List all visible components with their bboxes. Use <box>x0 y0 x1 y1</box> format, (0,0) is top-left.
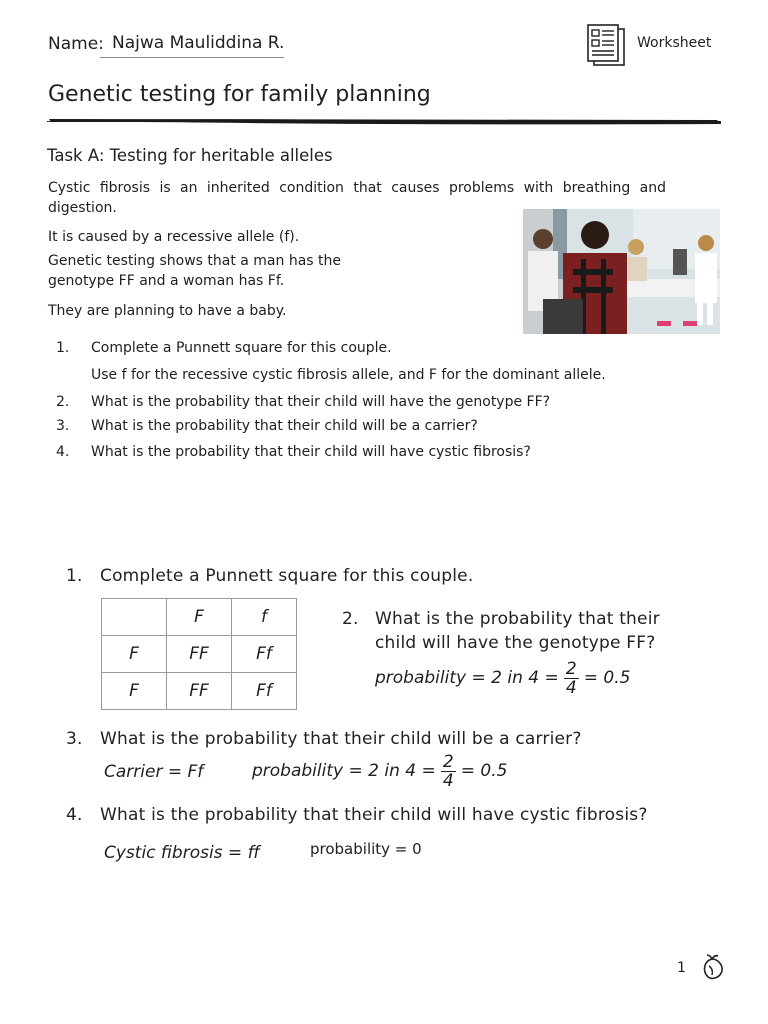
fraction-numerator: 2 <box>442 752 454 772</box>
question-subtext: Use f for the recessive cystic fibrosis allele, and F for the dominant allele. <box>91 367 606 383</box>
question-number: 1. <box>56 340 70 356</box>
answer-q1-number: 1. <box>66 566 83 586</box>
question-number: 2. <box>56 394 70 410</box>
paragraph-baby: They are planning to have a baby. <box>48 303 287 319</box>
answer-q2-probability[interactable] <box>375 660 630 697</box>
answer-q2-line2: child will have the genotype FF? <box>375 633 656 653</box>
cystic-fibrosis-genotype[interactable]: Cystic fibrosis = ff <box>104 843 260 863</box>
consultation-photo <box>523 209 720 334</box>
task-heading: Task A: Testing for heritable alleles <box>47 146 333 165</box>
probability-expression: probability = 2 in 4 = <box>375 668 559 688</box>
punnett-cell[interactable] <box>102 599 167 636</box>
answer-q4-probability[interactable]: probability = 0 <box>310 840 422 858</box>
fraction-numerator: 2 <box>565 659 577 679</box>
fraction <box>441 753 456 790</box>
answer-q3-text: What is the probability that their child will be a carrier? <box>100 729 582 749</box>
name-label: Name: <box>48 34 104 54</box>
carrier-genotype[interactable]: Carrier = Ff <box>104 762 204 782</box>
question-text: What is the probability that their child will be a carrier? <box>91 418 478 434</box>
punnett-cell[interactable]: Ff <box>232 673 297 710</box>
punnett-square <box>101 598 297 710</box>
name-underline <box>100 57 284 58</box>
page-number: 1 <box>677 960 686 976</box>
answer-q2-number: 2. <box>342 609 359 629</box>
question-number: 4. <box>56 444 70 460</box>
punnett-cell[interactable]: FF <box>167 636 232 673</box>
punnett-cell[interactable]: F <box>102 673 167 710</box>
punnett-cell[interactable]: F <box>167 599 232 636</box>
paragraph-intro: Cystic fibrosis is an inherited condition that causes problems with breathing and digestion. <box>48 180 666 216</box>
answer-q2-line1: What is the probability that their <box>375 609 660 629</box>
probability-result: = 0.5 <box>583 668 631 688</box>
answer-q4-number: 4. <box>66 805 83 825</box>
paragraph-genotypes: Genetic testing shows that a man has the genotype FF and a woman has Ff. <box>48 253 342 289</box>
punnett-cell[interactable]: f <box>232 599 297 636</box>
answer-q4-text: What is the probability that their child will have cystic fibrosis? <box>100 805 648 825</box>
probability-result: = 0.5 <box>460 761 508 781</box>
question-text: What is the probability that their child will have the genotype FF? <box>91 394 551 410</box>
fraction-denominator: 4 <box>565 678 577 698</box>
document-list-icon <box>586 23 628 67</box>
worksheet-label: Worksheet <box>637 35 712 51</box>
question-number: 3. <box>56 418 70 434</box>
brush-divider <box>47 116 721 126</box>
paragraph-cause: It is caused by a recessive allele (f). <box>48 229 300 245</box>
question-text: Complete a Punnett square for this couple. <box>91 340 392 356</box>
table-row <box>102 673 297 710</box>
question-text: What is the probability that their child will have cystic fibrosis? <box>91 444 531 460</box>
answer-q3-number: 3. <box>66 729 83 749</box>
table-row <box>102 599 297 636</box>
table-row <box>102 636 297 673</box>
name-value[interactable]: Najwa Mauliddina R. <box>112 33 285 53</box>
punnett-cell[interactable]: Ff <box>232 636 297 673</box>
page-title: Genetic testing for family planning <box>48 82 431 107</box>
fraction <box>564 660 579 697</box>
punnett-cell[interactable]: FF <box>167 673 232 710</box>
seed-logo-icon <box>700 953 724 981</box>
punnett-cell[interactable]: F <box>102 636 167 673</box>
answer-q1-text: Complete a Punnett square for this couple. <box>100 566 474 586</box>
answer-q3-probability[interactable] <box>252 753 507 790</box>
probability-expression: probability = 2 in 4 = <box>252 761 436 781</box>
fraction-denominator: 4 <box>442 771 454 791</box>
